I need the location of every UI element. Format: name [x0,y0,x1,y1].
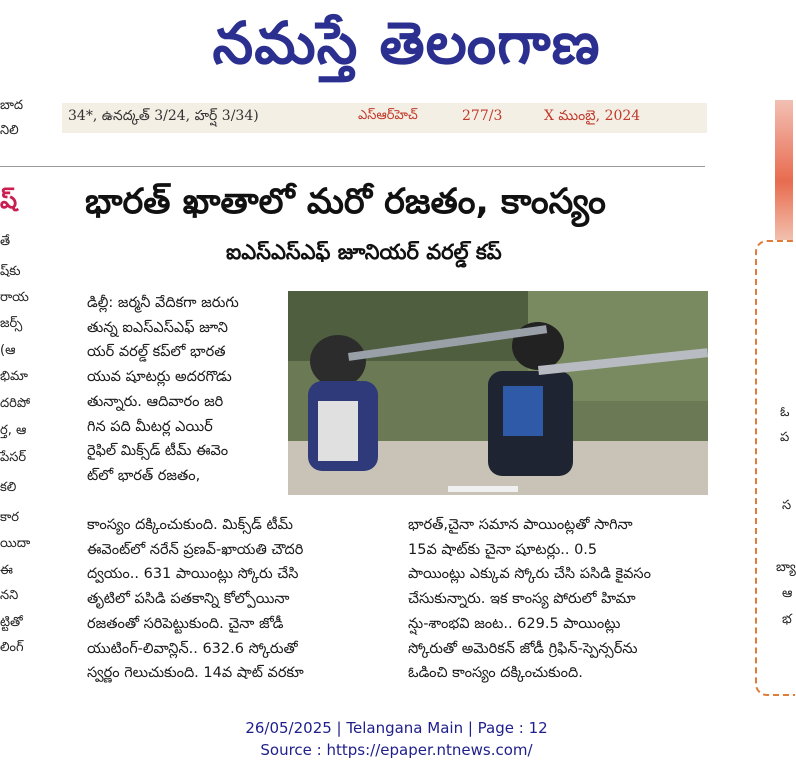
left-col-line: రాయ [0,290,29,305]
article-line: కాంస్యం దక్కించుకుంది. మిక్స్‌డ్ టీమ్ [87,517,293,533]
left-col-line: యిదా [0,536,31,551]
left-col-line: దరిపో [0,396,31,411]
article-line: తున్న ఐఎస్ఎస్ఎఫ్ జూని [87,319,228,336]
left-col-line: బాద [0,98,24,113]
article-line: యుటింగ్-లివాన్లిన్.. 632.6 స్కోరుతో [87,640,298,657]
left-col-line: ష్‌కు [0,264,21,279]
article-column-2 [408,513,708,686]
right-col-line: స [782,498,792,513]
left-col-line: ఈ [0,563,13,578]
article-line: రైఫిల్ మిక్స్‌డ్ టీమ్ ఈవెం [87,443,229,460]
score-text-right: X ముంబై, 2024 [544,108,641,124]
newspaper-masthead [0,4,793,82]
article-line: స్వర్ణం గెలుచుకుంది. 14వ షాట్ వరకూ [87,665,304,682]
article-subheadline: ఐఎస్ఎస్ఎఫ్ జూనియర్ వరల్డ్ కప్ [226,240,502,264]
article-line: ట్‌లో భారత్ రజతం, [87,467,201,484]
right-col-line: ప [780,430,790,445]
left-col-line: జర్స్ [0,316,23,331]
article-line: ఈవెంట్‌లో నరేన్ ప్రణవ్-ఖాయతి చౌదరి [87,541,304,558]
article-line: యర్ వరల్డ్ కప్‌లో భారత [87,344,226,361]
article-line: న్షు-శాంభవి జంట.. 629.5 పాయింట్లు [408,615,621,632]
right-col-line: బ్యా [776,560,796,575]
article-line: పాయింట్లు ఎక్కువ స్కోరు చేసి పసిడి కైవసం [408,566,651,583]
masthead-title: నమస్తే తెలంగాణ [212,9,601,77]
shooting-range-illustration [288,291,708,495]
cricket-score-strip [62,103,707,133]
left-col-line: కలి [0,480,17,495]
left-col-line: ర్త, ఆ [0,423,27,438]
score-team-label: ఎస్ఆర్‌హెచ్ [358,108,418,123]
article-line: భారత్,చైనా సమాన పాయింట్లతో సాగినా [408,517,633,533]
left-col-line: కార [0,510,19,525]
article-line: ద్వయం.. 631 పాయింట్లు స్కోరు చేసి [87,566,299,583]
article-line: డిల్లీ: జర్మనీ వేదికగా జరుగు [87,295,239,311]
article-line: తృటిలో పసిడి పతకాన్ని కోల్పోయినా [87,591,290,608]
left-col-line: లింగ్ [0,640,24,655]
left-col-line: పేసర్ [0,450,27,465]
section-divider [0,166,705,167]
right-col-line: ఓ [780,405,790,420]
article-column-1-bottom [87,513,391,686]
footer-source-link[interactable]: Source : https://epaper.ntnews.com/ [260,741,533,759]
article-column-1-top [87,291,282,489]
left-col-heading: ష్ [0,186,18,214]
article-line: యువ షూటర్లు అదరగొడు [87,369,232,386]
left-col-line: భిమా [0,369,28,384]
article-line: ఓడించి కాంస్యం దక్కించుకుంది. [408,665,583,682]
left-adjacent-column [0,98,45,698]
score-team-score: 277/3 [462,108,503,124]
left-col-line: నని [0,588,19,603]
article-line: చేసుకున్నారు. ఇక కాంస్య పోరులో హిమా [408,591,636,608]
shooters-photo [288,291,708,495]
right-col-line: ఆ [782,586,793,601]
article-line: రజతంతో సరిపెట్టుకుంది. చైనా జోడీ [87,615,284,632]
score-text-left: 34*, ఉనద్కత్ 3/24, హర్ష్ 3/34) [68,108,259,124]
article-line: తున్నారు. ఆదివారం జరి [87,393,224,410]
footer-edition-info: 26/05/2025 | Telangana Main | Page : 12 [245,719,548,737]
article-line: 15వ షాట్‌కు చైనా షూటర్లు.. 0.5 [408,541,598,558]
left-col-line: (ఆ [0,343,16,358]
left-col-line: ట్టితో [0,615,23,630]
article-line: స్కోరుతో అమెరికన్ జోడీ గ్రిఫిన్-స్పెన్సర్‌ను [408,640,638,657]
left-col-line: నిలి [0,123,19,138]
article-line: గిన పది మీటర్ల ఎయిర్ [87,418,213,435]
article-headline: భారత్ ఖాతాలో మరో రజతం, కాంస్యం [85,182,606,222]
left-col-line: తే [0,234,11,249]
right-col-line: భ [782,612,792,627]
